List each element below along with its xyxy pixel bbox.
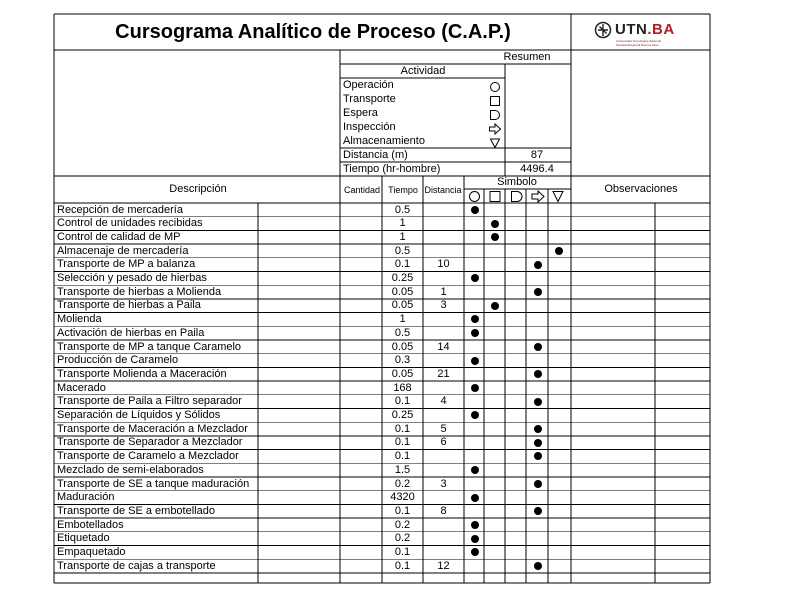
symbol-mark [534,398,542,406]
symbol-mark [534,343,542,351]
row-time: 168 [393,381,412,394]
symbol-mark [534,562,542,570]
arrow-right-icon [532,191,544,202]
symbol-mark [471,411,479,419]
row-time: 0.1 [394,559,411,572]
logo-suffix: BA [652,21,675,38]
row-time: 0.5 [394,203,411,216]
row-time: 1.5 [394,463,411,476]
time-label: Tiempo (hr-hombre) [343,163,441,175]
symbol-mark [534,425,542,433]
row-description: Transporte Molienda a Maceración [57,367,227,380]
row-description: Transporte de Caramelo a Mezclador [57,450,239,463]
row-distance: 5 [440,422,447,435]
activity-heading: Actividad [400,65,446,77]
row-description: Control de calidad de MP [57,230,181,243]
row-description: Recepción de mercadería [57,203,183,216]
symbol-mark [471,384,479,392]
row-description: Molienda [57,313,102,326]
summary-heading: Resumen [503,51,551,63]
symbol-mark [471,535,479,543]
symbol-mark [471,466,479,474]
row-description: Transporte de hierbas a Molienda [57,285,222,298]
symbol-mark [491,302,499,310]
row-description: Transporte de Separador a Mezclador [57,436,243,449]
row-description: Embotellados [57,518,124,531]
row-time: 1 [399,230,406,243]
row-description: Separación de Líquidos y Sólidos [57,409,221,421]
row-description: Transporte de Maceración a Mezclador [57,422,248,435]
logo-subtitle-2: Facultad Regional Buenos Aires [616,43,659,47]
row-time: 0.5 [394,244,411,257]
row-time: 0.05 [391,340,414,353]
row-description: Almacenaje de mercadería [57,244,189,257]
row-description: Transporte de cajas a transporte [57,559,216,572]
row-time: 0.1 [394,395,411,408]
row-description: Activación de hierbas en Paila [57,326,205,339]
row-description: Transporte de SE a tanque maduración [57,477,250,490]
row-time: 0.05 [391,367,414,380]
logo-subtitle-1: Universidad Tecnológica Nacional [616,39,661,43]
activity-label: Transporte [343,93,396,105]
row-time: 0.1 [394,450,411,463]
symbol-header-icons [464,189,574,205]
row-distance: 14 [437,340,450,353]
activity-label: Operación [343,79,394,91]
row-time: 0.25 [391,409,414,421]
row-description: Maduración [57,491,115,504]
row-description: Empaquetado [57,546,126,558]
column-header-symbol: Simbolo [497,176,537,188]
row-time: 1 [399,217,406,230]
row-time: 0.2 [394,477,411,490]
column-header-observations: Observaciones [604,183,678,195]
row-description: Selección y pesado de hierbas [57,272,207,284]
row-time: 4320 [390,491,415,504]
row-time: 0.1 [394,422,411,435]
symbol-mark [534,480,542,488]
symbol-mark [534,370,542,378]
row-description: Producción de Caramelo [57,354,179,367]
row-description: Etiquetado [57,532,110,545]
row-distance: 4 [440,395,447,408]
circle-icon [470,192,480,202]
time-value: 4496.4 [520,163,554,175]
row-description: Mezclado de semi-elaborados [57,463,204,476]
row-time: 0.2 [394,518,411,531]
logo-prefix: UTN [615,21,648,38]
row-distance: 12 [437,559,450,572]
row-distance: 3 [440,299,447,312]
row-time: 0.05 [391,285,414,298]
row-distance: 21 [437,367,450,380]
row-time: 0.2 [394,532,411,545]
column-header-description: Descripción [169,183,227,195]
row-distance: 8 [440,504,447,517]
row-distance: 10 [437,258,450,271]
d-shape-icon [512,192,523,202]
row-description: Control de unidades recibidas [57,217,203,230]
row-distance: 3 [440,477,447,490]
utn-logo [593,19,683,49]
symbol-mark [491,220,499,228]
symbol-mark [471,274,479,282]
symbol-mark [471,206,479,214]
logo-dot: . [647,21,652,38]
row-description: Macerado [57,381,106,394]
triangle-down-icon [553,192,563,202]
triangle-down-icon [489,136,501,154]
distance-value: 87 [530,149,544,161]
row-description: Transporte de hierbas a Paila [57,299,201,312]
symbol-mark [534,507,542,515]
row-time: 0.1 [394,504,411,517]
row-time: 0.5 [394,326,411,339]
row-time: 0.05 [391,299,414,312]
row-description: Transporte de SE a embotellado [57,504,215,517]
university-emblem-icon [594,21,612,39]
symbol-mark [471,357,479,365]
row-time: 0.1 [394,546,411,558]
activity-label: Almacenamiento [343,135,425,147]
row-distance: 1 [440,285,447,298]
row-time: 0.1 [394,258,411,271]
row-time: 1 [399,313,406,326]
activity-label: Inspección [343,121,396,133]
distance-label: Distancia (m) [343,149,408,161]
symbol-mark [534,261,542,269]
symbol-mark [471,521,479,529]
symbol-mark [471,329,479,337]
row-time: 0.25 [391,272,414,284]
column-header-time: Tiempo [388,185,418,195]
symbol-mark [534,452,542,460]
column-header-quantity: Cantidad [343,185,381,195]
activity-label: Espera [343,107,378,119]
symbol-mark [471,315,479,323]
symbol-mark [471,548,479,556]
row-time: 0.1 [394,436,411,449]
column-header-distance: Distancia [424,185,462,195]
page-title: Cursograma Analítico de Proceso (C.A.P.) [115,21,511,43]
row-description: Transporte de Paila a Filtro separador [57,395,242,408]
row-description: Transporte de MP a tanque Caramelo [57,340,242,353]
row-time: 0.3 [394,354,411,367]
row-description: Transporte de MP a balanza [57,258,196,271]
symbol-mark [555,247,563,255]
symbol-mark [534,439,542,447]
symbol-mark [471,494,479,502]
row-distance: 6 [440,436,447,449]
square-icon [490,192,500,202]
symbol-mark [534,288,542,296]
